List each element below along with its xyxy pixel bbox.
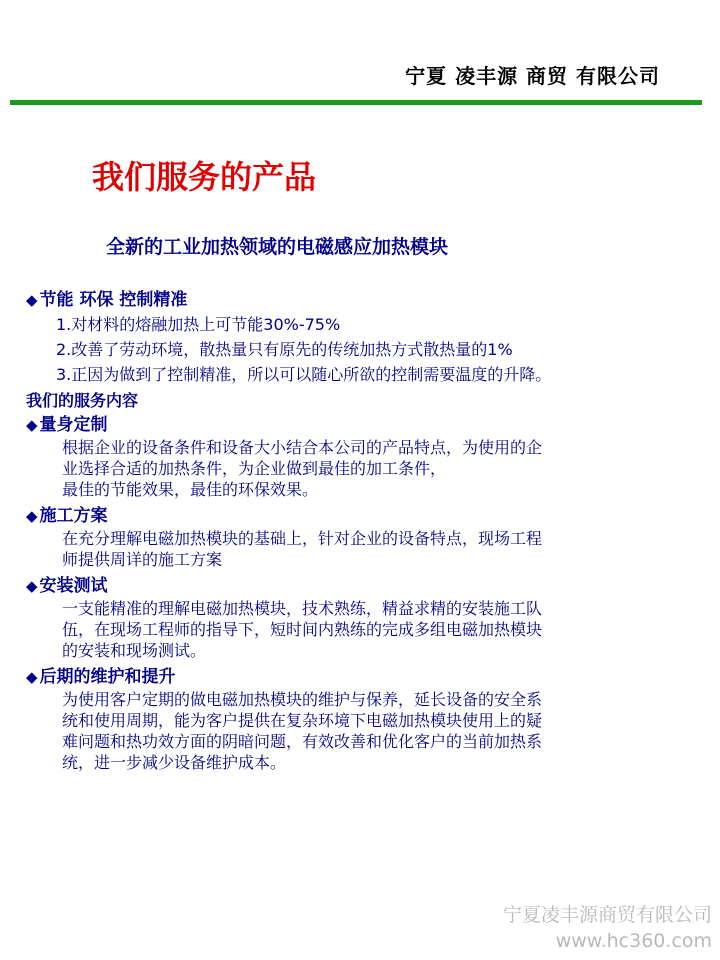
service-heading-text: 量身定制: [39, 415, 108, 435]
feature-item: 2.改善了劳动环境，散热量只有原先的传统加热方式散热量的1%: [56, 340, 513, 359]
company-header: 宁夏 凌丰源 商贸 有限公司: [405, 64, 660, 88]
service-heading-text: 安装测试: [39, 576, 108, 596]
service-heading-text: 施工方案: [39, 506, 108, 526]
services-heading: 我们的服务内容: [26, 391, 139, 410]
diamond-bullet-icon: ◆: [26, 577, 38, 595]
service-heading-text: 后期的维护和提升: [39, 667, 176, 687]
diamond-bullet-icon: ◆: [26, 416, 38, 434]
diamond-bullet-icon: ◆: [26, 291, 38, 309]
feature-heading: [26, 288, 706, 312]
service-heading: [26, 413, 706, 437]
service-description: 为使用客户定期的做电磁加热模块的维护与保养，延长设备的安全系 统和使用周期，能为客户提供在复杂环境下电磁加热模块使用上的疑 难问题和热功效方面的阴暗问题，有效改善和优化客户的当前加热系 统，进一步减少设备维护成本。: [62, 690, 543, 772]
service-heading: [26, 665, 706, 689]
subtitle: 全新的工业加热领域的电磁感应加热模块: [106, 236, 449, 258]
service-heading: [26, 504, 706, 528]
feature-item: 1.对材料的熔融加热上可节能30%-75%: [56, 315, 341, 334]
watermark-company: 宁夏凌丰源商贸有限公司: [502, 904, 712, 926]
feature-heading-text: 节能 环保 控制精准: [39, 290, 188, 310]
service-description: 在充分理解电磁加热模块的基础上，针对企业的设备特点，现场工程 师提供周详的施工方案: [62, 529, 543, 569]
green-divider: [10, 100, 702, 105]
service-description: 一支能精准的理解电磁加热模块，技术熟练，精益求精的安装施工队 伍，在现场工程师的指导下，短时间内熟练的完成多组电磁加热模块 的安装和现场测试。: [62, 599, 543, 660]
watermark: [503, 902, 712, 954]
service-description: 根据企业的设备条件和设备大小结合本公司的产品特点，为使用的企 业选择合适的加热条件，为企业做到最佳的加工条件， 最佳的节能效果，最佳的环保效果。: [62, 438, 543, 499]
diamond-bullet-icon: ◆: [26, 507, 38, 525]
diamond-bullet-icon: ◆: [26, 668, 38, 686]
watermark-url: www.hc360.com: [555, 930, 712, 952]
content-body: [26, 288, 706, 777]
feature-item: 3.正因为做到了控制精准，所以可以随心所欲的控制需要温度的升降。: [56, 365, 552, 384]
service-heading: [26, 574, 706, 598]
page-title: 我们服务的产品: [92, 158, 317, 196]
